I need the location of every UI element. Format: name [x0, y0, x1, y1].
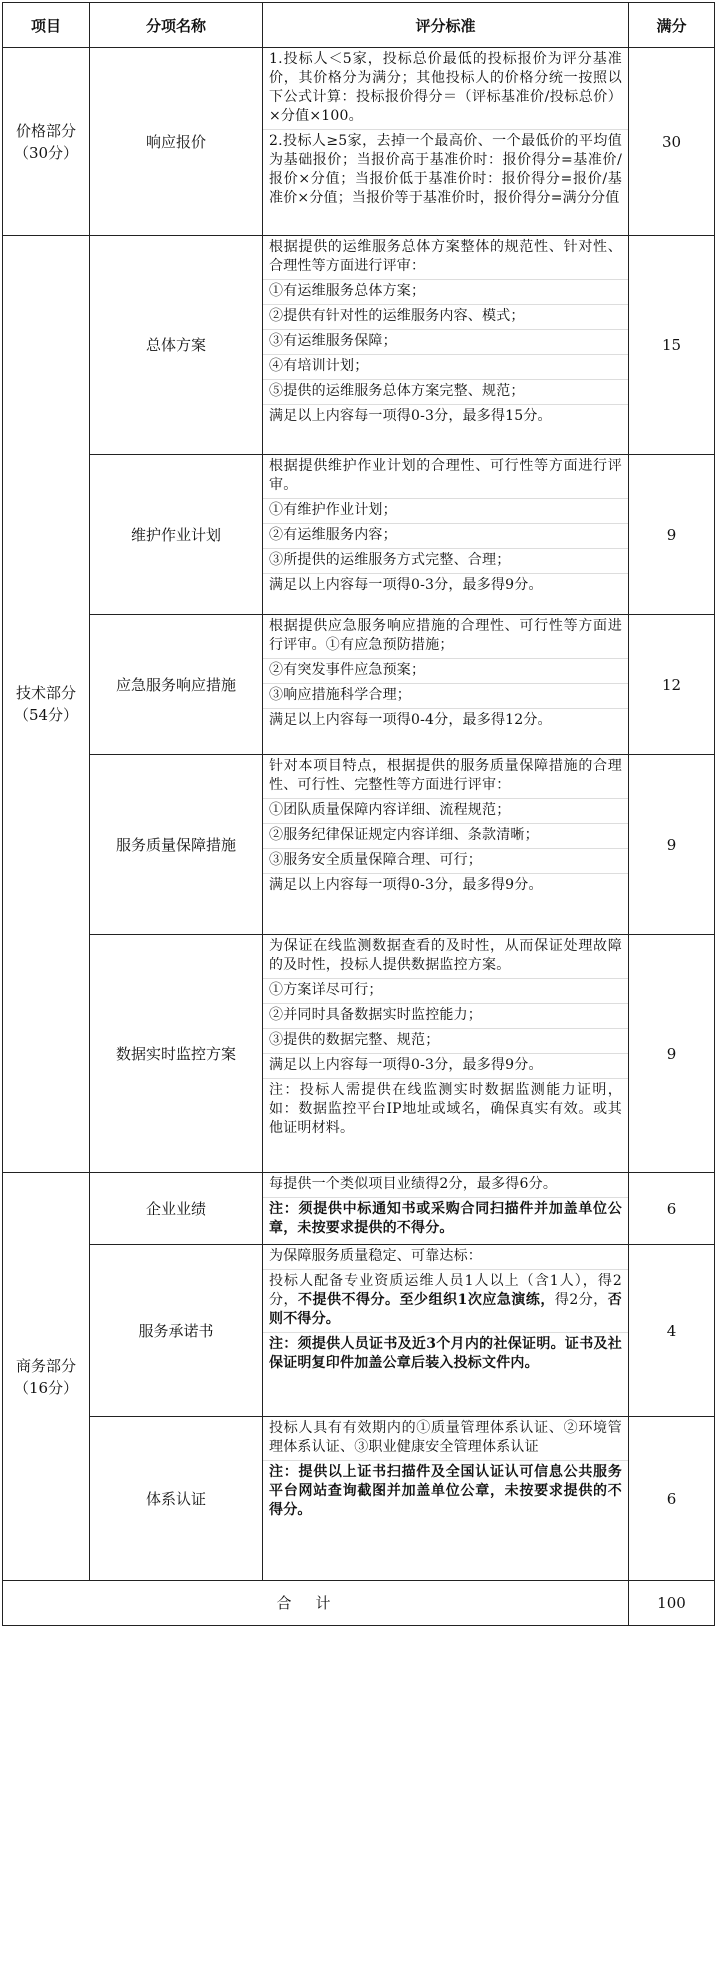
- criteria-cell: [263, 935, 629, 1173]
- criteria-line: 根据提供维护作业计划的合理性、可行性等方面进行评审。: [263, 455, 628, 499]
- table-row: [3, 1417, 715, 1581]
- criteria-line: ①有运维服务总体方案；: [263, 280, 628, 305]
- criteria-cell: [263, 1173, 629, 1245]
- full-score: 12: [629, 615, 715, 755]
- subitem-name: 总体方案: [90, 236, 263, 455]
- criteria-line: 针对本项目特点，根据提供的服务质量保障措施的合理性、可行性、完整性等方面进行评审：: [263, 755, 628, 799]
- subitem-name: 应急服务响应措施: [90, 615, 263, 755]
- criteria-line: ①团队质量保障内容详细、流程规范；: [263, 799, 628, 824]
- full-score: 6: [629, 1417, 715, 1581]
- criteria-line: 注：须提供中标通知书或采购合同扫描件并加盖单位公章，未按要求提供的不得分。: [269, 1201, 622, 1236]
- total-score: 100: [629, 1581, 715, 1626]
- subitem-name: 体系认证: [90, 1417, 263, 1581]
- criteria-line: 每提供一个类似项目业绩得2分，最多得6分。: [263, 1173, 628, 1198]
- criteria-line: 满足以上内容每一项得0-3分，最多得9分。: [269, 877, 543, 893]
- subitem-name: 服务承诺书: [90, 1245, 263, 1417]
- header-item: 项目: [3, 3, 90, 48]
- full-score: 30: [629, 48, 715, 236]
- criteria-line: ③所提供的运维服务方式完整、合理；: [263, 549, 628, 574]
- total-label: 合计: [3, 1581, 629, 1626]
- criteria-line: 注：须提供人员证书及近3个月内的社保证明。证书及社保证明复印件加盖公章后装入投标文件内。: [269, 1336, 622, 1371]
- criteria-line: ②服务纪律保证规定内容详细、条款清晰；: [263, 824, 628, 849]
- criteria-line: ③响应措施科学合理；: [263, 684, 628, 709]
- table-row: [3, 935, 715, 1173]
- criteria-line: ②有突发事件应急预案；: [263, 659, 628, 684]
- criteria-line: ③有运维服务保障；: [263, 330, 628, 355]
- criteria-cell: [263, 236, 629, 455]
- criteria-line: ①方案详尽可行；: [263, 979, 628, 1004]
- criteria-line: ②有运维服务内容；: [263, 524, 628, 549]
- criteria-line: 满足以上内容每一项得0-3分，最多得9分。: [269, 577, 543, 593]
- criteria-line: ③服务安全质量保障合理、可行；: [263, 849, 628, 874]
- criteria-line: 1.投标人＜5家，投标总价最低的投标报价为评分基准价，其价格分为满分；其他投标人的价格分统一按照以下公式计算：投标报价得分＝（评标基准价/投标总价）×分值×100。: [263, 48, 628, 130]
- full-score: 9: [629, 755, 715, 935]
- subitem-name: 数据实时监控方案: [90, 935, 263, 1173]
- criteria-line: 2.投标人≥5家，去掉一个最高价、一个最低价的平均值为基础报价；当报价高于基准价时：报价得分=基准价/报价×分值；当报价低于基准价时：报价得分=报价/基准价×分值；当报价等于基准价时，报价得分=满分分值: [269, 133, 622, 206]
- criteria-line: 满足以上内容每一项得0-4分，最多得12分。: [269, 712, 552, 728]
- criteria-line: 投标人配备专业资质运维人员1人以上（含1人），得2分，不提供不得分。至少组织1次应急演练，得2分，否则不得分。: [263, 1270, 628, 1333]
- criteria-cell: [263, 615, 629, 755]
- criteria-line: 注：投标人需提供在线监测实时数据监测能力证明，如：数据监控平台IP地址或域名，确保真实有效。或其他证明材料。: [269, 1082, 622, 1136]
- criteria-line: ⑤提供的运维服务总体方案完整、规范；: [263, 380, 628, 405]
- table-row: [3, 455, 715, 615]
- criteria-cell: [263, 1417, 629, 1581]
- criteria-line: 为保证在线监测数据查看的及时性，从而保证处理故障的及时性，投标人提供数据监控方案。: [263, 935, 628, 979]
- criteria-line: 满足以上内容每一项得0-3分，最多得9分。: [263, 1054, 628, 1079]
- criteria-line: 投标人具有有效期内的①质量管理体系认证、②环境管理体系认证、③职业健康安全管理体系认证: [263, 1417, 628, 1461]
- table-row: [3, 755, 715, 935]
- table-row: [3, 1245, 715, 1417]
- full-score: 9: [629, 455, 715, 615]
- table-row: [3, 236, 715, 455]
- scoring-table: [2, 2, 715, 1626]
- header-full-score: 满分: [629, 3, 715, 48]
- subitem-name: 企业业绩: [90, 1173, 263, 1245]
- criteria-line: 根据提供的运维服务总体方案整体的规范性、针对性、合理性等方面进行评审：: [263, 236, 628, 280]
- criteria-line: ②提供有针对性的运维服务内容、模式；: [263, 305, 628, 330]
- table-row: [3, 48, 715, 236]
- subitem-name: 维护作业计划: [90, 455, 263, 615]
- criteria-cell: [263, 48, 629, 236]
- subitem-name: 服务质量保障措施: [90, 755, 263, 935]
- criteria-line: ④有培训计划；: [263, 355, 628, 380]
- criteria-line: ③提供的数据完整、规范；: [263, 1029, 628, 1054]
- full-score: 15: [629, 236, 715, 455]
- header-criteria: 评分标准: [263, 3, 629, 48]
- group-tech: 技术部分 （54分）: [3, 236, 90, 1173]
- criteria-cell: [263, 1245, 629, 1417]
- criteria-line: 满足以上内容每一项得0-3分，最多得15分。: [269, 408, 552, 424]
- criteria-line: ①有维护作业计划；: [263, 499, 628, 524]
- header-subitem: 分项名称: [90, 3, 263, 48]
- group-biz: 商务部分 （16分）: [3, 1173, 90, 1581]
- table-row: [3, 615, 715, 755]
- criteria-cell: [263, 755, 629, 935]
- criteria-line: 根据提供应急服务响应措施的合理性、可行性等方面进行评审。①有应急预防措施；: [263, 615, 628, 659]
- criteria-cell: [263, 455, 629, 615]
- criteria-line: ②并同时具备数据实时监控能力；: [263, 1004, 628, 1029]
- subitem-name: 响应报价: [90, 48, 263, 236]
- total-row: [3, 1581, 715, 1626]
- full-score: 9: [629, 935, 715, 1173]
- group-price: 价格部分 （30分）: [3, 48, 90, 236]
- table-row: [3, 1173, 715, 1245]
- header-row: [3, 3, 715, 48]
- full-score: 6: [629, 1173, 715, 1245]
- criteria-line: 注：提供以上证书扫描件及全国认证认可信息公共服务平台网站查询截图并加盖单位公章，未按要求提供的不得分。: [269, 1464, 622, 1518]
- full-score: 4: [629, 1245, 715, 1417]
- criteria-line: 为保障服务质量稳定、可靠达标：: [263, 1245, 628, 1270]
